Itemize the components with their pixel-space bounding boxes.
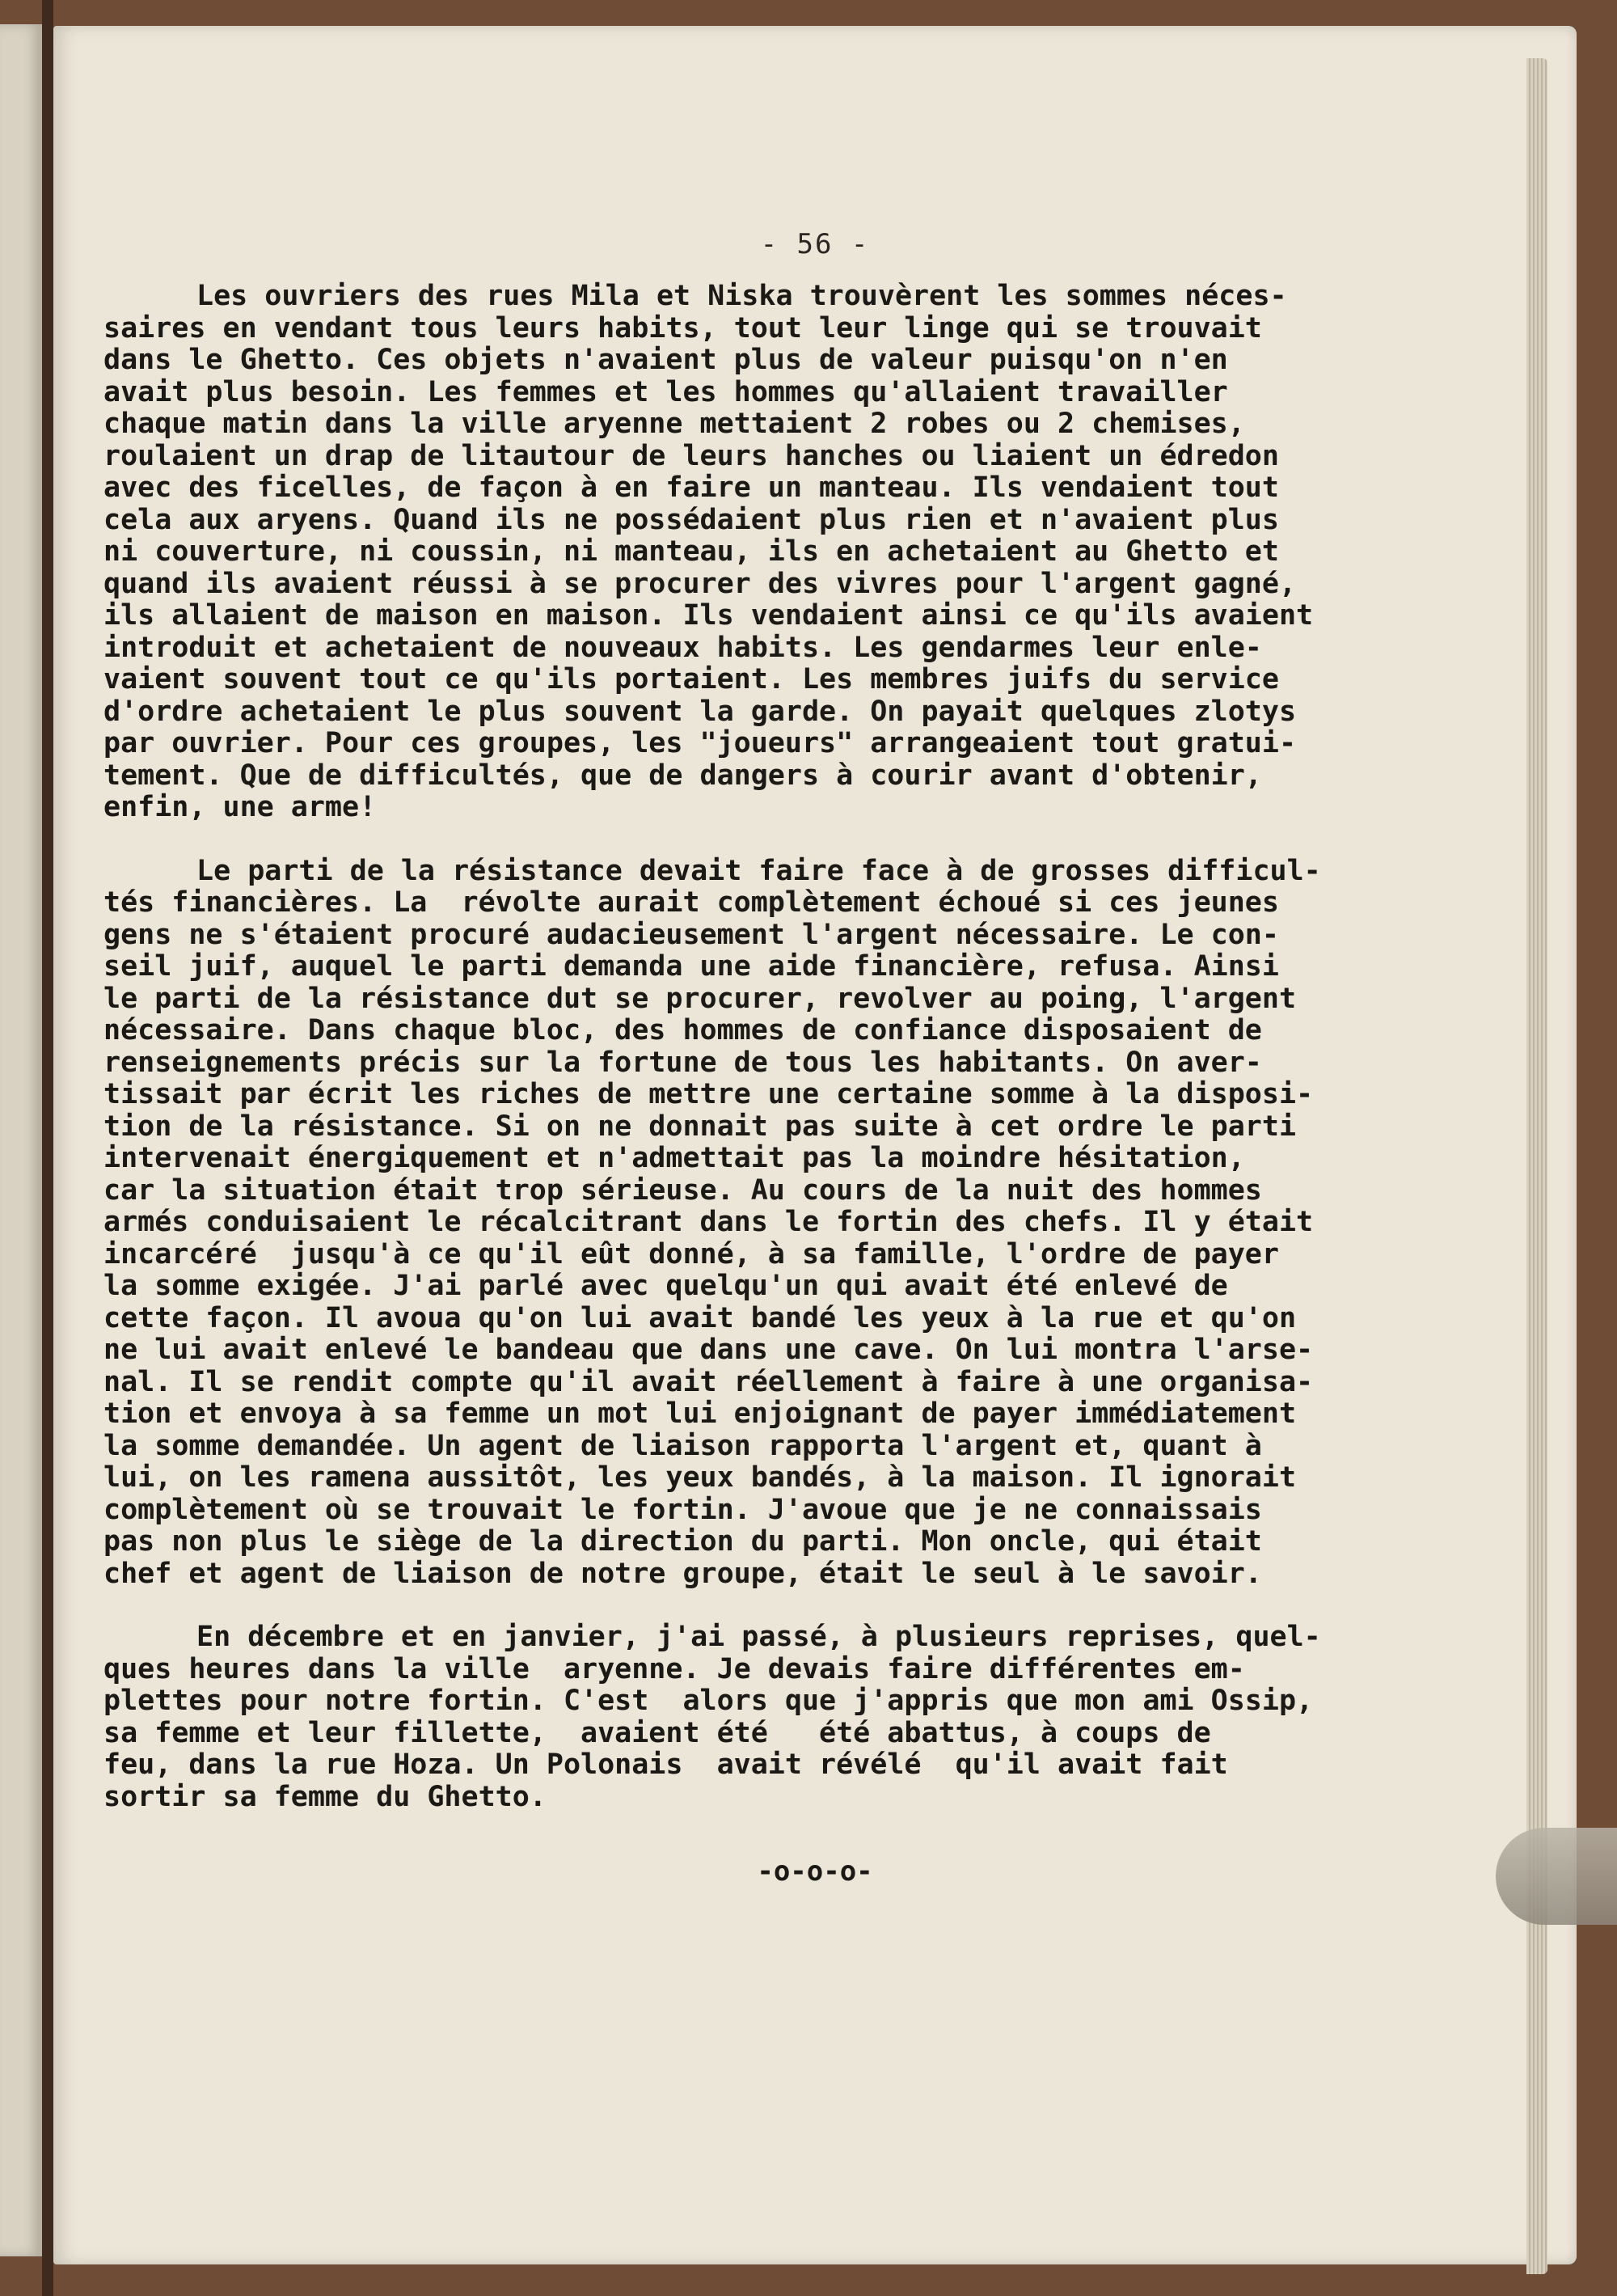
text-line: tissait par écrit les riches de mettre une certaine somme à la disposi-	[103, 1078, 1314, 1110]
text-line: plettes pour notre fortin. C'est alors que j'appris que mon ami Ossip,	[103, 1685, 1314, 1717]
paragraph-1	[103, 281, 1559, 824]
text-line: pas non plus le siège de la direction du parti. Mon oncle, qui était	[103, 1525, 1262, 1558]
text-line: tion et envoya à sa femme un mot lui enjoignant de payer immédiatement	[103, 1397, 1297, 1430]
text-line: incarcéré jusqu'à ce qu'il eût donné, à sa famille, l'ordre de payer	[103, 1237, 1279, 1271]
text-line: vaient souvent tout ce qu'ils portaient. Les membres juifs du service	[103, 663, 1279, 696]
text-line: roulaient un drap de litautour de leurs hanches ou liaient un édredon	[103, 439, 1279, 472]
text-line: avait plus besoin. Les femmes et les hommes qu'allaient travailler	[103, 375, 1228, 408]
typewritten-page	[53, 26, 1577, 2264]
text-line: nal. Il se rendit compte qu'il avait réellement à faire à une organisa-	[103, 1365, 1314, 1398]
text-line: ils allaient de maison en maison. Ils vendaient ainsi ce qu'ils avaient	[103, 599, 1314, 632]
text-line: d'ordre achetaient le plus souvent la garde. On payait quelques zlotys	[103, 695, 1297, 728]
text-line: feu, dans la rue Hoza. Un Polonais avait révélé qu'il avait fait	[103, 1748, 1228, 1781]
text-line: saires en vendant tous leurs habits, tout leur linge qui se trouvait	[103, 311, 1262, 345]
paragraph-3	[103, 1622, 1559, 1813]
text-line: lui, on les ramena aussitôt, les yeux bandés, à la maison. Il ignorait	[103, 1461, 1297, 1494]
text-line: tion de la résistance. Si on ne donnait pas suite à cet ordre le parti	[103, 1110, 1297, 1143]
paragraph-2	[103, 856, 1559, 1591]
text-line: dans le Ghetto. Ces objets n'avaient plus de valeur puisqu'on n'en	[103, 344, 1228, 376]
text-line: car la situation était trop sérieuse. Au cours de la nuit des hommes	[103, 1173, 1262, 1207]
text-line: quand ils avaient réussi à se procurer des vivres pour l'argent gagné,	[103, 567, 1297, 600]
text-line: tement. Que de difficultés, que de dangers à courir avant d'obtenir,	[103, 759, 1262, 792]
text-line: la somme demandée. Un agent de liaison rapporta l'argent et, quant à	[103, 1429, 1262, 1462]
text-line: sortir sa femme du Ghetto.	[103, 1780, 547, 1813]
text-line: ques heures dans la ville aryenne. Je devais faire différentes em-	[103, 1652, 1245, 1685]
page-number: - 56 -	[760, 228, 870, 260]
text-line: seil juif, auquel le parti demanda une aide financière, refusa. Ainsi	[103, 950, 1279, 983]
text-line: la somme exigée. J'ai parlé avec quelqu'un qui avait été enlevé de	[103, 1270, 1228, 1302]
page-clip-icon	[1496, 1828, 1617, 1925]
previous-page-edge	[0, 24, 44, 2256]
text-line: intervenait énergiquement et n'admettait pas la moindre hésitation,	[103, 1142, 1245, 1174]
text-line: chef et agent de liaison de notre groupe, était le seul à le savoir.	[103, 1557, 1262, 1590]
section-separator: -o-o-o-	[757, 1855, 873, 1888]
text-line: cette façon. Il avoua qu'on lui avait bandé les yeux à la rue et qu'on	[103, 1301, 1297, 1334]
text-line: ni couverture, ni coussin, ni manteau, ils en achetaient au Ghetto et	[103, 535, 1279, 568]
text-line: Les ouvriers des rues Mila et Niska trouvèrent les sommes néces-	[196, 280, 1287, 312]
text-line: nécessaire. Dans chaque bloc, des hommes de confiance disposaient de	[103, 1014, 1262, 1047]
text-line: avec des ficelles, de façon à en faire un manteau. Ils vendaient tout	[103, 471, 1279, 504]
text-line: le parti de la résistance dut se procurer, revolver au poing, l'argent	[103, 982, 1297, 1015]
text-line: par ouvrier. Pour ces groupes, les "joueurs" arrangeaient tout gratui-	[103, 727, 1297, 759]
text-line: cela aux aryens. Quand ils ne possédaient plus rien et n'avaient plus	[103, 503, 1279, 536]
text-line: chaque matin dans la ville aryenne mettaient 2 robes ou 2 chemises,	[103, 408, 1245, 440]
book-gutter	[42, 0, 53, 2296]
text-line: tés financières. La révolte aurait complètement échoué si ces jeunes	[103, 886, 1279, 919]
text-line: complètement où se trouvait le fortin. J'avoue que je ne connaissais	[103, 1493, 1262, 1526]
text-line: renseignements précis sur la fortune de tous les habitants. On aver-	[103, 1046, 1262, 1079]
text-line: armés conduisaient le récalcitrant dans le fortin des chefs. Il y était	[103, 1206, 1314, 1238]
text-line: gens ne s'étaient procuré audacieusement l'argent nécessaire. Le con-	[103, 918, 1279, 951]
text-line: introduit et achetaient de nouveaux habits. Les gendarmes leur enle-	[103, 631, 1262, 664]
text-line: enfin, une arme!	[103, 791, 377, 823]
text-line: En décembre et en janvier, j'ai passé, à plusieurs reprises, quel-	[196, 1621, 1321, 1653]
text-line: Le parti de la résistance devait faire face à de grosses difficul-	[196, 854, 1321, 887]
page-text	[103, 281, 1559, 1845]
text-line: ne lui avait enlevé le bandeau que dans une cave. On lui montra l'arse-	[103, 1334, 1314, 1366]
text-line: sa femme et leur fillette, avaient été été abattus, à coups de	[103, 1716, 1211, 1749]
